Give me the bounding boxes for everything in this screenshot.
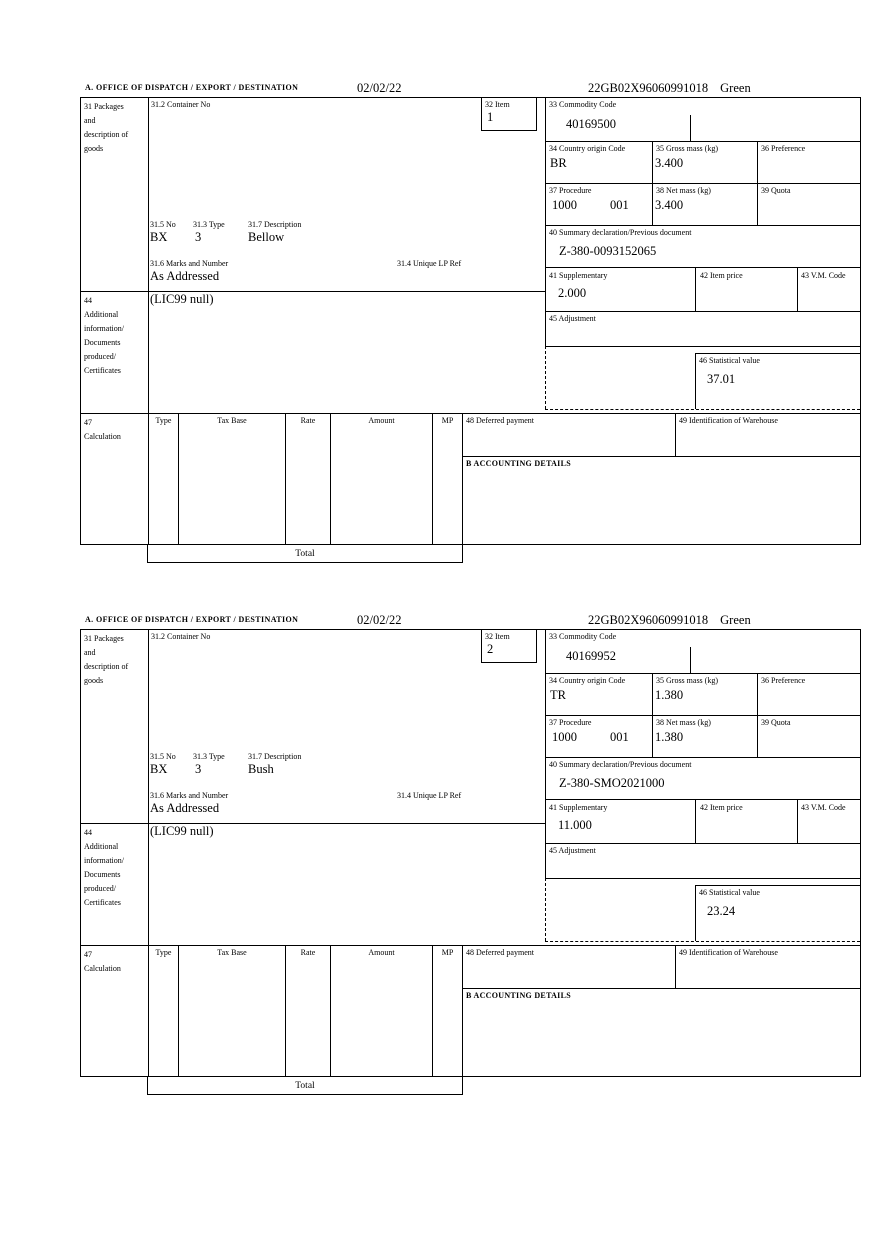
box31-2-container-no-label: 31.2 Container No (151, 632, 211, 641)
declaration-form-grid (80, 629, 861, 1077)
gross-mass-value: 1.380 (655, 688, 684, 702)
routing-status: Green (720, 81, 751, 95)
accounting-details-heading: B ACCOUNTING DETAILS (466, 991, 571, 1000)
box44-number: 44 (84, 296, 92, 305)
box47-calculation-label: 47 Calculation (84, 950, 121, 973)
box33-commodity-code-label: 33 Commodity Code (549, 632, 617, 641)
box42-item-price-label: 42 Item price (700, 803, 743, 812)
box44-number: 44 (84, 828, 92, 837)
grid-line (757, 673, 758, 715)
tax-mp-column-header: MP (441, 416, 454, 425)
tax-type-column-header: Type (155, 948, 172, 957)
box43-vm-code-label: 43 V.M. Code (801, 803, 846, 812)
grid-line (462, 456, 860, 457)
grid-line (285, 413, 286, 544)
commodity-code-value: 40169952 (566, 649, 616, 663)
grid-line (81, 945, 860, 946)
grid-line (675, 413, 676, 456)
box31-2-container-no-label: 31.2 Container No (151, 100, 211, 109)
grid-line (545, 715, 860, 716)
box31-packages-label: 31 Packages and description of goods (84, 634, 129, 685)
box45-adjustment-label: 45 Adjustment (549, 314, 596, 323)
box31-packages-label: 31 Packages and description of goods (84, 102, 129, 153)
box37-procedure-label: 37 Procedure (549, 718, 592, 727)
grid-line-dashed (545, 409, 860, 410)
grid-line (652, 673, 653, 715)
accounting-details-heading: B ACCOUNTING DETAILS (466, 459, 571, 468)
box44-text: Additional information/ Documents produced/ Certificates (84, 842, 124, 907)
box48-deferred-payment-label: 48 Deferred payment (466, 948, 534, 957)
procedure-code-value: 1000 (552, 730, 577, 744)
grid-line (81, 413, 860, 414)
grid-line (675, 945, 676, 988)
grid-line (545, 673, 860, 674)
procedure-code-2-value: 001 (610, 198, 629, 212)
tax-rate-column-header: Rate (300, 416, 316, 425)
box34-country-origin-label: 34 Country origin Code (549, 144, 626, 153)
movement-reference-number: 22GB02X96060991018 (588, 81, 709, 95)
box43-vm-code-label: 43 V.M. Code (801, 271, 846, 280)
box39-quota-label: 39 Quota (761, 718, 791, 727)
tax-base-column-header: Tax Base (217, 416, 247, 425)
supplementary-units-value: 2.000 (558, 286, 587, 300)
box48-deferred-payment-label: 48 Deferred payment (466, 416, 534, 425)
grid-line (330, 413, 331, 544)
grid-line (285, 945, 286, 1076)
country-origin-value: TR (550, 688, 566, 702)
dispatch-date: 02/02/22 (357, 613, 402, 627)
grid-line (545, 183, 860, 184)
total-label: Total (295, 1081, 315, 1091)
box44-text: Additional information/ Documents produced/ Certificates (84, 310, 124, 375)
customs-declaration-item-section (80, 612, 861, 1096)
grid-line (148, 98, 149, 544)
procedure-code-2-value: 001 (610, 730, 629, 744)
grid-line (545, 878, 860, 879)
grid-line-dashed (545, 941, 860, 942)
statistical-value: 23.24 (707, 904, 736, 918)
grid-line (545, 311, 860, 312)
declaration-reference (588, 81, 751, 95)
grid-line (545, 757, 860, 758)
grid-line (432, 413, 433, 544)
total-label: Total (295, 549, 315, 559)
box36-preference-label: 36 Preference (761, 144, 806, 153)
box31-3-type-label: 31.3 Type (193, 752, 225, 761)
movement-reference-number: 22GB02X96060991018 (588, 613, 709, 627)
grid-line (330, 945, 331, 1076)
tax-rate-column-header: Rate (300, 948, 316, 957)
gross-mass-value: 3.400 (655, 156, 684, 170)
grid-line (757, 715, 758, 757)
statistical-value: 37.01 (707, 372, 736, 386)
package-type-value: 3 (195, 230, 202, 244)
declaration-reference (588, 613, 751, 627)
grid-line (462, 413, 463, 544)
grid-line (652, 141, 653, 183)
tax-amount-column-header: Amount (368, 416, 395, 425)
grid-line (545, 843, 860, 844)
customs-declaration-item-section (80, 80, 861, 564)
grid-line (797, 267, 798, 311)
package-count-value: BX (150, 762, 168, 776)
grid-line (462, 988, 860, 989)
box31-5-no-label: 31.5 No (150, 752, 176, 761)
office-of-dispatch-heading: A. OFFICE OF DISPATCH / EXPORT / DESTINATION (85, 83, 299, 92)
net-mass-value: 3.400 (655, 198, 684, 212)
box41-supplementary-label: 41 Supplementary (549, 803, 608, 812)
tax-total-row (147, 1077, 463, 1095)
box31-4-unique-lp-ref-label: 31.4 Unique LP Ref (397, 791, 462, 800)
box31-3-type-label: 31.3 Type (193, 220, 225, 229)
grid-line (545, 98, 546, 346)
box39-quota-label: 39 Quota (761, 186, 791, 195)
tax-type-column-header: Type (155, 416, 172, 425)
procedure-code-value: 1000 (552, 198, 577, 212)
dispatch-date: 02/02/22 (357, 81, 402, 95)
box49-warehouse-label: 49 Identification of Warehouse (679, 416, 778, 425)
box31-5-no-label: 31.5 No (150, 220, 176, 229)
box40-summary-declaration-label: 40 Summary declaration/Previous document (549, 760, 692, 769)
box37-procedure-label: 37 Procedure (549, 186, 592, 195)
box32-item-label: 32 Item (485, 100, 510, 109)
box46-statistical-value-label: 46 Statistical value (699, 888, 760, 897)
routing-status: Green (720, 613, 751, 627)
grid-line (757, 183, 758, 225)
country-origin-value: BR (550, 156, 567, 170)
grid-line (545, 141, 860, 142)
grid-line (545, 799, 860, 800)
goods-description-value: Bellow (248, 230, 285, 244)
box46-statistical-value-label: 46 Statistical value (699, 356, 760, 365)
box42-item-price-label: 42 Item price (700, 271, 743, 280)
box31-6-marks-label: 31.6 Marks and Number (150, 791, 229, 800)
box44-additional-information-label (84, 294, 134, 378)
goods-description-value: Bush (248, 762, 274, 776)
grid-line (757, 141, 758, 183)
box35-gross-mass-label: 35 Gross mass (kg) (656, 676, 718, 685)
item-number-value: 2 (487, 642, 494, 656)
commodity-code-value: 40169500 (566, 117, 616, 131)
box41-supplementary-label: 41 Supplementary (549, 271, 608, 280)
additional-information-value: (LIC99 null) (150, 824, 214, 838)
marks-and-number-value: As Addressed (150, 801, 220, 815)
box47-calculation-label: 47 Calculation (84, 418, 121, 441)
grid-line (178, 413, 179, 544)
grid-line (545, 630, 546, 878)
box40-summary-declaration-label: 40 Summary declaration/Previous document (549, 228, 692, 237)
previous-document-value: Z-380-0093152065 (559, 244, 657, 258)
office-of-dispatch-heading: A. OFFICE OF DISPATCH / EXPORT / DESTINATION (85, 615, 299, 624)
grid-line (462, 945, 463, 1076)
grid-line (545, 346, 860, 347)
grid-line (695, 267, 696, 311)
box49-warehouse-label: 49 Identification of Warehouse (679, 948, 778, 957)
box32-item-label: 32 Item (485, 632, 510, 641)
grid-line-dashed (545, 346, 546, 409)
declaration-form-grid (80, 97, 861, 545)
box45-adjustment-label: 45 Adjustment (549, 846, 596, 855)
marks-and-number-value: As Addressed (150, 269, 220, 283)
box34-country-origin-label: 34 Country origin Code (549, 676, 626, 685)
grid-line (652, 715, 653, 757)
grid-line (695, 799, 696, 843)
commodity-code-subdivision-line (690, 647, 691, 673)
previous-document-value: Z-380-SMO2021000 (559, 776, 665, 790)
package-type-value: 3 (195, 762, 202, 776)
grid-line (178, 945, 179, 1076)
box31-4-unique-lp-ref-label: 31.4 Unique LP Ref (397, 259, 462, 268)
tax-amount-column-header: Amount (368, 948, 395, 957)
grid-line (432, 945, 433, 1076)
box35-gross-mass-label: 35 Gross mass (kg) (656, 144, 718, 153)
box38-net-mass-label: 38 Net mass (kg) (656, 186, 711, 195)
box33-commodity-code-label: 33 Commodity Code (549, 100, 617, 109)
grid-line (797, 799, 798, 843)
box32-item (481, 630, 537, 663)
tax-total-row (147, 545, 463, 563)
box36-preference-label: 36 Preference (761, 676, 806, 685)
tax-base-column-header: Tax Base (217, 948, 247, 957)
additional-information-value: (LIC99 null) (150, 292, 214, 306)
item-number-value: 1 (487, 110, 494, 124)
box38-net-mass-label: 38 Net mass (kg) (656, 718, 711, 727)
supplementary-units-value: 11.000 (558, 818, 592, 832)
grid-line (148, 630, 149, 1076)
grid-line (545, 267, 860, 268)
box31-7-description-label: 31.7 Description (248, 220, 302, 229)
box44-additional-information-label (84, 826, 134, 910)
net-mass-value: 1.380 (655, 730, 684, 744)
grid-line (652, 183, 653, 225)
box31-6-marks-label: 31.6 Marks and Number (150, 259, 229, 268)
grid-line-dashed (545, 878, 546, 941)
box32-item (481, 98, 537, 131)
commodity-code-subdivision-line (690, 115, 691, 141)
grid-line (545, 225, 860, 226)
package-count-value: BX (150, 230, 168, 244)
box31-7-description-label: 31.7 Description (248, 752, 302, 761)
tax-mp-column-header: MP (441, 948, 454, 957)
